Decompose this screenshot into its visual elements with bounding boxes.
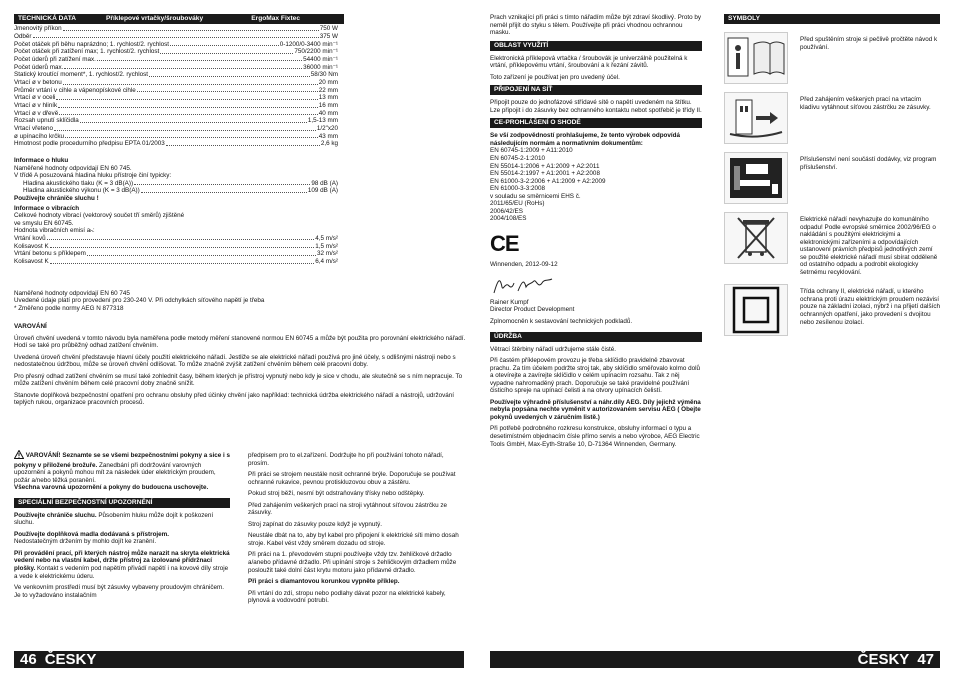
- signer-name: Rainer Kumpf: [490, 298, 529, 306]
- special-p2-text: Nedostatečným držením by mohlo dojít ke zranění.: [14, 538, 157, 546]
- warning-text-1: Zanedbání při dodržování varovných upozornění a pokynů mohou mít za následek úder elektrickým proudem, požár a/nebo těžká poranění.: [14, 461, 216, 484]
- tech-header-right: ErgoMax Fixtec: [251, 15, 300, 22]
- spec-value: 16 mm: [318, 102, 338, 110]
- general-warning: [14, 450, 230, 492]
- safety-paragraph: Stroj zapínat do zásuvky pouze když je vypnutý.: [248, 520, 383, 528]
- udrzba-header: ÚDRŽBA: [490, 332, 702, 342]
- safety-column-1: [14, 450, 230, 603]
- ce-standard-line: EN 55014-1:2006 + A1:2009 + A2:2011: [490, 162, 600, 170]
- symbol-class2: [724, 284, 940, 336]
- manual-icon: [724, 32, 788, 84]
- ce-standard-line: EN 55014-2:1997 + A1:2001 + A2:2008: [490, 170, 600, 178]
- spec-row: [14, 250, 338, 258]
- vibration-title: Informace o vibracích: [14, 204, 80, 212]
- measure-note-1: Naměřené hodnoty odpovídají EN 60 745: [14, 289, 130, 297]
- ce-header: CE-PROHLÁŠENÍ O SHODĚ: [490, 118, 702, 128]
- noise-line-1: Naměřené hodnoty odpovídají EN 60 745.: [14, 164, 132, 172]
- spec-label: Vrtání kovů: [14, 234, 46, 242]
- spec-label: Vrtací ø v betonu: [14, 78, 62, 86]
- spec-label: ø upínacího krčku: [14, 132, 65, 140]
- symbols-column: [724, 14, 940, 344]
- leader-dots: [137, 91, 318, 92]
- leader-dots: [149, 76, 310, 77]
- ce-declaration: Se vší zodpovědností prohlašujeme, že tento výrobek odpovídá následujícím normám a normativním dokumentům:: [490, 132, 680, 147]
- leader-dots: [80, 122, 307, 123]
- leader-dots: [56, 99, 317, 100]
- ce-standard-line: EN 61000-3-3:2008: [490, 185, 545, 193]
- symbol-accessory: [724, 152, 940, 204]
- signer-role: Director Product Development: [490, 306, 575, 314]
- spec-label: Počet otáček při zatížení max; 1. rychlost/2. rychlost: [14, 48, 160, 56]
- tech-rows: [14, 25, 344, 148]
- spec-label: Rozsah upnutí sklíčidla: [14, 117, 79, 125]
- spec-label: Statický kroutící moment*, 1. rychlost/2. rychlost: [14, 71, 149, 79]
- special-p1: [14, 512, 230, 527]
- spec-row: [14, 133, 338, 141]
- spec-value: 22 mm: [318, 86, 338, 94]
- leader-dots: [97, 60, 302, 61]
- ce-standard-line: 2011/65/EU (RoHs): [490, 200, 545, 208]
- pripojeni-header: PŘIPOJENÍ NA SÍŤ: [490, 85, 702, 95]
- signer-authority: Zplnomocněn k sestavování technických podkladů.: [490, 317, 633, 325]
- footer-left: [14, 651, 464, 668]
- warning-bold-2: Všechna varovná upozornění a pokyny do budoucna uschovejte.: [14, 484, 209, 492]
- spec-value: 750/2200 min⁻¹: [294, 48, 338, 56]
- spec-value: 0-1200/0-3400 min⁻¹: [279, 40, 338, 48]
- udrzba-4: Při potřebě podrobného rozkresu konstrukce, obsluhy informací o typu a desetimístném objednacím čísle přímo servis a nebo výrobce, AEG Electric Tools GmbH, Max-Eyth-Straße 10, D-71364 Winnenden, Germany.: [490, 425, 700, 448]
- symbol-manual: [724, 32, 940, 84]
- weee-bin-icon: [724, 212, 788, 264]
- spec-row: [14, 48, 338, 56]
- tech-header-mid: Příklepové vrtačky/šroubováky: [106, 15, 204, 22]
- symbol-class2-text: Třída ochrany II, elektrické nářadí, u kterého ochrana proti úrazu elektrickým proudem nezávisí pouze na základní izolaci, nýbrž i na přijetí dalších ochranných opatření, jako provedení s dvojitou nebo zesílenou izolací.: [800, 288, 941, 326]
- place-date: Winnenden, 2012-09-12: [490, 261, 558, 269]
- vibration-rows: [14, 235, 344, 266]
- spec-row: [14, 40, 338, 48]
- safety-column-2: [248, 452, 464, 609]
- udrzba-1: Větrací štěrbiny nářadí udržujeme stále čisté.: [490, 345, 616, 353]
- spec-row: [14, 258, 338, 266]
- safety-paragraph: Pokud stroj běží, nesmí být odstraňovány třísky nebo odštěpky.: [248, 490, 425, 498]
- symbol-unplug-text: Před zahájením veškerých prací na vrtacím kladivu vytáhnout síťovou zástrčku ze zásuvky.: [800, 96, 931, 111]
- spec-row: [14, 102, 338, 110]
- leader-dots: [50, 247, 315, 248]
- special-p1-text: Působením hluku může dojít k poškození sluchu.: [14, 511, 214, 527]
- spec-value: 58/30 Nm: [310, 71, 338, 79]
- symbol-weee-text: Elektrické nářadí nevyhazujte do komunálního odpadu! Podle evropské směrnice 2002/96/EG o nakládání s použitými elektrickými a elektronickými zařízeními a odpovídajících ustanovení právních předpisů jednotlivých zemí se použité elektrické nářadí musí sbírat odděleně od ostatního odpadu a podrobit ekologicky šetrnému recyklování.: [800, 216, 938, 276]
- varovani-section: [14, 323, 466, 411]
- page-number-left: 46: [20, 650, 37, 668]
- footer-right: [490, 651, 940, 668]
- spec-label: Kolisavost K: [14, 257, 49, 265]
- special-safety-header: SPECIÁLNÍ BEZPEČNOSTNÍ UPOZORNĚNÍ: [14, 498, 230, 508]
- spec-value: 6,4 m/s²: [315, 257, 338, 265]
- spec-row: [23, 187, 338, 195]
- oblast-text: Elektronická příklepová vrtačka / šroubovák je univerzálně použitelná k vrtání, příklepovému vrtání, šroubování a k řezání závitů.: [490, 54, 688, 70]
- unplug-icon: [724, 92, 788, 144]
- spec-row: [23, 180, 338, 188]
- special-p1-bold: Používejte chrániče sluchu.: [14, 511, 97, 519]
- spec-row: [14, 25, 338, 33]
- symbols-header: SYMBOLY: [724, 14, 940, 24]
- ce-standard-line: 2004/108/ES: [490, 215, 527, 223]
- spec-label: Jmenovitý příkon: [14, 25, 62, 33]
- leader-dots: [87, 255, 316, 256]
- special-p2-bold: Používejte doplňková madla dodávaná s přístrojem.: [14, 530, 170, 538]
- leader-dots: [59, 114, 318, 115]
- leader-dots: [134, 184, 310, 185]
- leader-dots: [58, 107, 318, 108]
- safety-paragraph: Při práci se strojem neustále nosit ochranné brýle. Doporučuje se používat ochranné rukavice, pevnou protiskluzovou obuv a zástěru.: [248, 471, 456, 486]
- udrzba-2: Při častém příklepovém provozu je třeba sklíčidlo pravidelně zbavovat prachu. Za tím účelem podržte stroj tak, aby sklíčidlo směřovalo kolmo dolů a otevírejte a zavírejte sklíčidlo v celém upínacím rozsahu. Tak z něj vypadne nahromaděný prach. Doporučuje se také pravidelné používání čisticího spreje na upínací čelisti a na otvory upínacích čelistí.: [490, 357, 700, 395]
- spec-label: Počet úderů max.: [14, 63, 64, 71]
- leader-dots: [166, 145, 320, 146]
- spec-row: [14, 94, 338, 102]
- spec-label: Odběr: [14, 32, 32, 40]
- safety-paragraph: Před zahájením veškerých prací na stroji vytáhnout síťovou zástrčku ze zásuvky.: [248, 501, 448, 517]
- leader-dots: [141, 192, 307, 193]
- tech-header-left: TECHNICKÁ DATA: [18, 15, 76, 22]
- special-p3-text: Kontakt s vedením pod napětím přivádí napětí i na kovové díly stroje a vede k elektrickému úderu.: [14, 565, 229, 580]
- spec-value: 32 m/s²: [317, 250, 338, 258]
- symbol-manual-text: Před spuštěním stroje si pečlivě pročtěte návod k používání.: [800, 36, 938, 51]
- warning-bold-1: VAROVÁNÍ! Seznamte se se všemi bezpečnostními pokyny a sice i s pokyny v přiložené brožuře.: [14, 452, 231, 469]
- spec-row: [14, 125, 338, 133]
- safety-paragraph: Při práci na 1. převodovém stupni používejte vždy tzv. žehličkové držadlo a/anebo přídavné držadlo. Při upínání stroje s žehličkovým držadlem může posloužit také dolní část krytu motoru jako přídavné držadlo.: [248, 551, 457, 574]
- spec-row: [14, 63, 338, 71]
- tech-data-header: [14, 14, 344, 24]
- safety-paragraph: Neustále dbát na to, aby byl kabel pro připojení k elektrické síti mimo dosah stroje. Kabel vést vždy směrem dozadu od stroje.: [248, 532, 459, 547]
- spec-value: 98 dB (A): [311, 179, 338, 187]
- spec-label: Vrtací ø v dřevě: [14, 109, 59, 117]
- warning-triangle-icon: [14, 450, 24, 462]
- dust-warning: Prach vznikající při práci s tímto nářadím může být zdraví škodlivý. Proto by neměl přijít do styku s tělem. Používejte při práci vhodnou ochrannou masku.: [490, 14, 702, 37]
- oblast-text-2: Toto zařízení je používat jen pro uvedený účel.: [490, 73, 620, 81]
- oblast-header: OBLAST VYUŽITÍ: [490, 41, 702, 51]
- tech-data-section: [14, 14, 344, 312]
- drilling-walls-note: Při vrtání do zdí, stropu nebo podlahy dávat pozor na elektrické kabely, plynová a vodovodní potrubí.: [248, 589, 446, 605]
- spec-value: 13 mm: [318, 94, 338, 102]
- spec-value: 54400 min⁻¹: [303, 55, 338, 63]
- udrzba-3: Používejte výhradně příslušenství a náhr.díly AEG. Díly jejichž výměna nebyla popsána nechte vyměnit v autorizovaném servisu AEG ( Obejte pokynů uvedených v záručním listě.): [490, 398, 701, 421]
- special-p2: [14, 531, 230, 546]
- leader-dots: [33, 37, 319, 38]
- safety-paragraph: předpisem pro to el.zařízení. Dodržujte ho při používání tohoto nářadí, prosím.: [248, 452, 444, 467]
- leader-dots: [54, 130, 316, 131]
- varovani-p3: Pro přesný odhad zatížení chvěním se musí také zohlednit časy, během kterých je přístroj vypnutý nebo kdy je sice v chodu, ale skutečně se s ním nepracuje. To může zatížení chvěním během celé pracovní doby značně snížit.: [14, 372, 463, 388]
- noise-rows: [14, 180, 344, 195]
- special-p4: Ve venkovním prostředí musí být zásuvky vybaveny proudovým chráničem. Je to vyžadováno instalačním: [14, 584, 224, 599]
- spec-label: Počet úderů při zatížení max.: [14, 55, 96, 63]
- ce-standard-line: EN 60745-1:2009 + A11:2010: [490, 147, 573, 155]
- leader-dots: [50, 263, 315, 264]
- spec-label: Hmotnost podle procedurního předpisu EPTA 01/2003: [14, 140, 165, 148]
- spec-label: Počet otáček při běhu naprázdno; 1. rychlost/2. rychlost: [14, 40, 170, 48]
- spec-row: [14, 71, 338, 79]
- measure-note-2: Uvedené údaje platí pro provedení pro 230-240 V. Při odchylkách síťového napětí je třeba: [14, 297, 265, 305]
- ce-standard-line: EN 61000-3-2:2006 + A1:2009 + A2:2009: [490, 177, 606, 185]
- accessory-icon: [724, 152, 788, 204]
- ce-standards: [490, 147, 702, 222]
- symbol-weee: [724, 212, 940, 276]
- measure-note-3: * Změřeno podle normy AEG N 877318: [14, 304, 124, 312]
- right-text-column: [490, 14, 702, 452]
- language-right: ČESKY: [857, 650, 910, 668]
- ce-mark: CE: [490, 230, 519, 256]
- class-two-icon: [724, 284, 788, 336]
- leader-dots: [64, 68, 302, 69]
- varovani-p1: Úroveň chvění uvedená v tomto návodu byla naměřena podle metody měření stanovené normou EN 60745 a může být použita pro porovnání elektrického nářadí. Hodí se také pro průběžný odhad zatížení chvěním.: [14, 334, 466, 350]
- spec-label: Hladina akustického výkonu (K = 3 dB(A)): [23, 187, 140, 195]
- symbol-accessory-text: Příslušenství není součástí dodávky, viz program příslušenství.: [800, 156, 937, 171]
- special-p3-bold: Při provádění prací, při kterých nástroj může narazit na skryta elektrická vedení nebo na vlastní kabel, držte přístroj za izolované přídržnací plošky.: [14, 549, 230, 573]
- spec-row: [14, 235, 338, 243]
- spec-label: Vrtací ø v oceli: [14, 94, 56, 102]
- spec-value: 1,5-13 mm: [307, 117, 338, 125]
- spec-row: [14, 56, 338, 64]
- spec-row: [14, 110, 338, 118]
- leader-dots: [160, 53, 293, 54]
- spec-row: [14, 79, 338, 87]
- spec-row: [14, 140, 338, 148]
- spec-value: 1,5 m/s²: [315, 242, 338, 250]
- ce-standard-line: v souladu se směrnicemi EHS č.: [490, 192, 581, 200]
- varovani-title: VAROVÁNÍ: [14, 323, 47, 330]
- leader-dots: [65, 137, 318, 138]
- vibration-line-1: Celkové hodnoty vibrací (vektorový součet tří směrů) zjištěné: [14, 212, 185, 220]
- spec-value: 109 dB (A): [307, 187, 338, 195]
- leader-dots: [47, 239, 315, 240]
- spec-value: 40 mm: [318, 109, 338, 117]
- spec-value: 36000 min⁻¹: [303, 63, 338, 71]
- symbol-unplug: [724, 92, 940, 144]
- special-p3: [14, 550, 230, 580]
- vibration-line-2: ve smyslu EN 60745.: [14, 219, 74, 227]
- spec-value: 4,5 m/s²: [315, 234, 338, 242]
- ce-standard-line: 2006/42/ES: [490, 207, 523, 215]
- spec-label: Vrtání betonu s příklepem: [14, 250, 86, 258]
- spec-row: [14, 117, 338, 125]
- language-left: ČESKY: [44, 650, 97, 668]
- spec-row: [14, 87, 338, 95]
- spec-value: 750 W: [319, 25, 338, 33]
- leader-dots: [63, 84, 318, 85]
- spec-value: 2,6 kg: [320, 140, 338, 148]
- spec-label: Vrtací vřeteno: [14, 125, 53, 133]
- diamond-core-note: Při práci s diamantovou korunkou vypněte příklep.: [248, 578, 400, 586]
- noise-title: Informace o hluku: [14, 157, 69, 164]
- signature-icon: [490, 273, 702, 299]
- leader-dots: [170, 45, 279, 46]
- spec-value: 1/2"x20: [316, 125, 338, 133]
- noise-warning: Používejte chrániče sluchu !: [14, 195, 99, 203]
- spec-value: 375 W: [319, 32, 338, 40]
- varovani-p4: Stanovte doplňková bezpečnostní opatření pro ochranu obsluhy před účinky chvění jako například: technická údržba elektrického nářadí a nástrojů, udržování teplých rukou, organizace pracovních procesů.: [14, 391, 455, 407]
- leader-dots: [63, 30, 319, 31]
- spec-label: Vrtací ø v hliník: [14, 102, 58, 110]
- spec-value: 20 mm: [318, 78, 338, 86]
- ce-standard-line: EN 60745-2-1:2010: [490, 155, 545, 163]
- spec-label: Kolisavost K: [14, 242, 49, 250]
- spec-label: Průměr vrtání v cihle a vápenopískové cihle: [14, 86, 136, 94]
- page-number-right: 47: [917, 650, 934, 668]
- vibration-line-3: Hodnota vibračních emisí aₕ:: [14, 227, 95, 235]
- col2-paragraphs: [248, 452, 464, 574]
- varovani-p2: Uvedená úroveň chvění představuje hlavní účely použití elektrického nářadí. Jestliže se ale elektrické nářadí používá pro jiné účely, s odlišnými nástroji nebo s nedostatečnou údržbou, může se úroveň chvění odlišovat. To může značně zvýšit zatížení chvěním během celé pracovní doby.: [14, 353, 456, 369]
- spec-row: [14, 242, 338, 250]
- pripojeni-text: Připojit pouze do jednofázové střídavé sítě o napětí uvedeném na štítku. Lze připojit i do zásuvky bez ochranného kontaktu nebot spotřebič je třídy II.: [490, 99, 702, 114]
- spec-row: [14, 33, 338, 41]
- spec-label: Hladina akustického tlaku (K = 3 dB(A)): [23, 179, 134, 187]
- spec-value: 43 mm: [318, 132, 338, 140]
- noise-line-2: V třídě A posuzovaná hladina hluku přístroje činí typicky:: [14, 172, 172, 180]
